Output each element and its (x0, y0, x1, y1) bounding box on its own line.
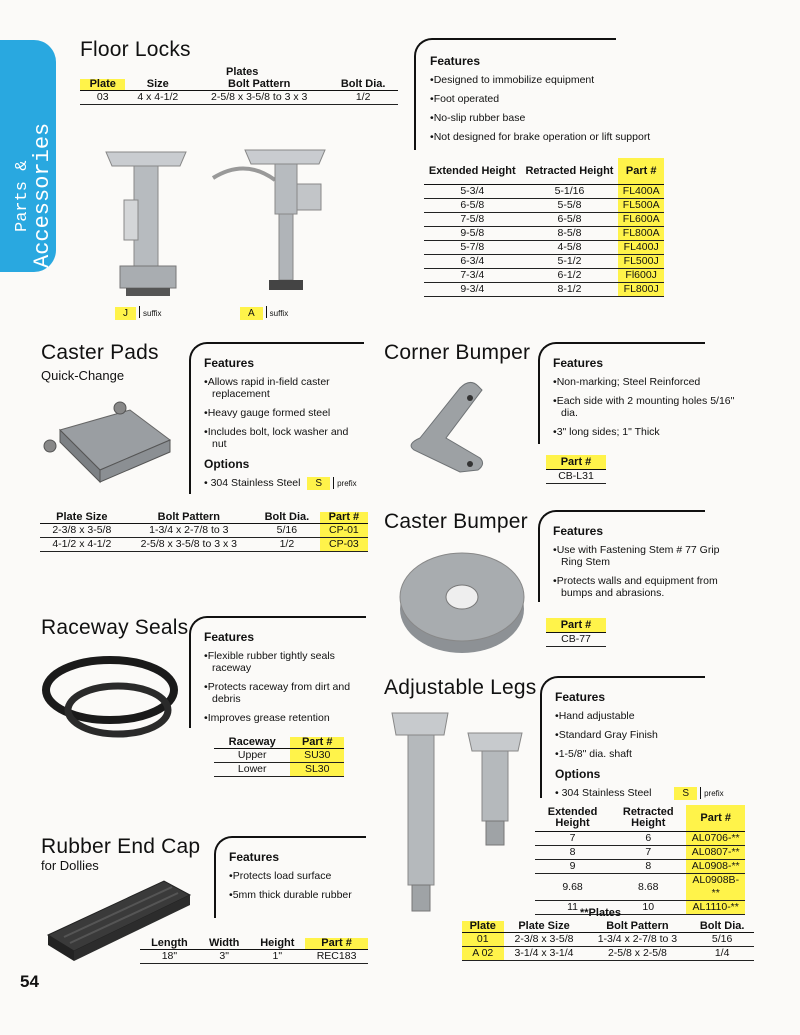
floor-locks-table (424, 158, 664, 297)
table-cell: 01 (462, 933, 504, 947)
raceway-seals-image (40, 650, 180, 750)
table-cell: AL0908B-** (686, 874, 745, 901)
adjustable-legs-image (388, 705, 538, 920)
table-cell: FL500J (618, 255, 664, 269)
feature-item: • Each side with 2 mounting holes 5/16" dia. (553, 395, 738, 419)
raceway-seals-title: Raceway Seals (41, 616, 189, 639)
table-cell: 4-5/8 (521, 241, 619, 255)
header-part: Part # (290, 737, 344, 749)
table-cell: 8-1/2 (521, 283, 619, 297)
corner-bumper-image (400, 368, 500, 478)
cell: 18" (140, 950, 199, 964)
cell: 1" (250, 950, 306, 964)
table-cell: 8.68 (610, 874, 686, 901)
feature-item: • Designed to immobilize equipment (430, 74, 700, 86)
table-row (424, 185, 664, 199)
header-bolt-pattern: Bolt Pattern (585, 921, 691, 933)
features-heading: Features (204, 356, 255, 370)
feature-item: • Allows rapid in-field caster replacement (204, 376, 364, 400)
suffix-tag: J (115, 307, 136, 320)
table-cell: AL0807-** (686, 846, 745, 860)
header-bolt-pattern: Bolt Pattern (190, 79, 328, 91)
table-cell: 2-3/8 x 3-5/8 (40, 524, 124, 538)
feature-item: • 3" long sides; 1" Thick (553, 426, 738, 438)
cell: REC183 (305, 950, 368, 964)
header-extended: Extended Height (424, 158, 521, 185)
adjustable-legs-table (535, 805, 745, 915)
table-cell: 3-1/4 x 3-1/4 (504, 947, 585, 961)
table-cell: SL30 (290, 763, 344, 777)
table-cell: 9-3/4 (424, 283, 521, 297)
feature-item: • Includes bolt, lock washer and nut (204, 426, 364, 450)
table-cell: Lower (214, 763, 290, 777)
table-row (424, 255, 664, 269)
table-cell: 10 (610, 901, 686, 915)
table-row (535, 860, 745, 874)
table-cell: 7-3/4 (424, 269, 521, 283)
part-number: CB-77 (546, 633, 606, 647)
features-heading: Features (229, 850, 280, 864)
table-row (535, 846, 745, 860)
header-plate: Plate (462, 921, 504, 933)
table-row (462, 947, 754, 961)
table-cell: 2-3/8 x 3-5/8 (504, 933, 585, 947)
table-cell: 1-3/4 x 2-7/8 to 3 (124, 524, 254, 538)
table-row (40, 524, 368, 538)
table-cell: FL500A (618, 199, 664, 213)
header-plate-size: Plate Size (40, 512, 124, 524)
table-cell: 4-1/2 x 4-1/2 (40, 538, 124, 552)
features-heading: Features (553, 524, 604, 538)
options-heading: Options (204, 457, 250, 471)
header-bolt-dia: Bolt Dia. (328, 79, 398, 91)
corner-bumper-part-table (546, 455, 606, 484)
cell: 1/2 (328, 91, 398, 105)
floor-locks-title: Floor Locks (80, 38, 191, 61)
table-cell: CP-01 (320, 524, 368, 538)
feature-item: • Protects load surface (229, 870, 389, 882)
table-cell: 11 (535, 901, 610, 915)
table-cell: 8 (610, 860, 686, 874)
header-retracted: Retracted Height (521, 158, 619, 185)
table-cell: 9 (535, 860, 610, 874)
header-retracted: Retracted Height (610, 805, 686, 832)
option-label: 304 Stainless Steel (210, 477, 301, 489)
svg-text:Accessories: Accessories (30, 122, 55, 268)
header-width: Width (199, 938, 250, 950)
table-row (214, 763, 344, 777)
table-cell: 5-3/4 (424, 185, 521, 199)
table-cell: 1/4 (690, 947, 754, 961)
option-label: 304 Stainless Steel (561, 787, 652, 799)
header-size: Size (125, 79, 190, 91)
feature-item: • Improves grease retention (204, 712, 364, 724)
feature-item: • Protects raceway from dirt and debris (204, 681, 364, 705)
adjustable-legs-plates-table (462, 921, 754, 961)
table-row (214, 749, 344, 763)
header-plate: Plate (80, 79, 125, 91)
table-cell: 7 (535, 832, 610, 846)
cell: 3" (199, 950, 250, 964)
raceway-seals-table (214, 737, 344, 777)
table-cell: A 02 (462, 947, 504, 961)
feature-item: • Heavy gauge formed steel (204, 407, 364, 419)
page-number: 54 (20, 972, 39, 991)
header-height: Height (250, 938, 306, 950)
cell: 4 x 4-1/2 (125, 91, 190, 105)
section-tab (0, 40, 56, 272)
raceway-seals-features (189, 616, 366, 728)
table-cell: 7-5/8 (424, 213, 521, 227)
table-row (424, 199, 664, 213)
caster-pads-title: Caster Pads (41, 341, 159, 364)
features-heading: Features (555, 690, 606, 704)
header-part: Part # (546, 455, 606, 470)
floor-locks-plates-caption: Plates (226, 66, 259, 78)
table-cell: 6-3/4 (424, 255, 521, 269)
feature-item: • 1-5/8" dia. shaft (555, 748, 735, 760)
features-heading: Features (204, 630, 255, 644)
option-word: prefix (704, 789, 724, 798)
rubber-end-cap-subtitle: for Dollies (41, 858, 99, 873)
floor-lock-a-image (205, 140, 335, 300)
cell: 03 (80, 91, 125, 105)
suffix-label: suffix (269, 309, 289, 318)
adjustable-legs-plates-caption: **Plates (580, 907, 621, 919)
table-cell: FL800J (618, 283, 664, 297)
floor-lock-a-suffix (240, 303, 288, 321)
header-bolt-dia: Bolt Dia. (254, 512, 320, 524)
feature-item: • No-slip rubber base (430, 112, 700, 124)
features-heading: Features (430, 54, 481, 68)
table-cell: FL400J (618, 241, 664, 255)
options-heading: Options (555, 767, 601, 781)
table-cell: 6-5/8 (424, 199, 521, 213)
table-row (40, 538, 368, 552)
section-tab-label (0, 40, 56, 272)
corner-bumper-title: Corner Bumper (384, 341, 531, 364)
table-cell: 6 (610, 832, 686, 846)
cell: 2-5/8 x 3-5/8 to 3 x 3 (190, 91, 328, 105)
features-heading: Features (553, 356, 604, 370)
feature-item: • Use with Fastening Stem # 77 Grip Ring Stem (553, 544, 743, 568)
feature-item: • Flexible rubber tightly seals raceway (204, 650, 364, 674)
feature-item: • Not designed for brake operation or lift support (430, 131, 700, 143)
suffix-tag: A (240, 307, 263, 320)
option-item: • 304 Stainless Steel S prefix (555, 787, 724, 799)
table-cell: 6-5/8 (521, 213, 619, 227)
feature-item: • 5mm thick durable rubber (229, 889, 389, 901)
table-cell: CP-03 (320, 538, 368, 552)
table-cell: 1/2 (254, 538, 320, 552)
table-cell: 2-5/8 x 3-5/8 to 3 x 3 (124, 538, 254, 552)
feature-item: • Non-marking; Steel Reinforced (553, 376, 738, 388)
option-tag: S (674, 787, 697, 800)
table-cell: 8 (535, 846, 610, 860)
header-part: Part # (546, 618, 606, 633)
rubber-end-cap-table (140, 938, 368, 964)
option-word: prefix (337, 479, 357, 488)
table-cell: FL800A (618, 227, 664, 241)
floor-locks-features (414, 38, 651, 150)
table-cell: 6-1/2 (521, 269, 619, 283)
table-cell: 5-1/16 (521, 185, 619, 199)
rubber-end-cap-features (214, 836, 366, 918)
header-part: Part # (305, 938, 368, 950)
table-cell: 9-5/8 (424, 227, 521, 241)
svg-text:Parts &: Parts & (13, 160, 32, 232)
header-length: Length (140, 938, 199, 950)
table-cell: 5-1/2 (521, 255, 619, 269)
adjustable-legs-features (540, 676, 724, 799)
table-row (424, 227, 664, 241)
feature-item: • Standard Gray Finish (555, 729, 735, 741)
feature-item: • Protects walls and equipment from bumps and abrasions. (553, 575, 743, 599)
table-row (535, 874, 745, 901)
caster-bumper-part-table (546, 618, 606, 647)
corner-bumper-features (538, 342, 735, 444)
floor-lock-j-image (96, 140, 196, 300)
table-cell: Fl600J (618, 269, 664, 283)
table-row (424, 283, 664, 297)
caster-pad-image (40, 390, 180, 490)
table-row (424, 269, 664, 283)
table-cell: AL1110-** (686, 901, 745, 915)
caster-bumper-features (538, 510, 720, 602)
table-row (424, 241, 664, 255)
table-cell: FL400A (618, 185, 664, 199)
caster-pads-table (40, 512, 368, 552)
table-cell: SU30 (290, 749, 344, 763)
caster-pads-features (189, 342, 364, 494)
table-cell: Upper (214, 749, 290, 763)
table-cell: 2-5/8 x 2-5/8 (585, 947, 691, 961)
table-cell: 7 (610, 846, 686, 860)
caster-bumper-title: Caster Bumper (384, 510, 528, 533)
header-raceway: Raceway (214, 737, 290, 749)
header-plate-size: Plate Size (504, 921, 585, 933)
feature-item: • Hand adjustable (555, 710, 735, 722)
table-cell: 9.68 (535, 874, 610, 901)
header-extended: Extended Height (535, 805, 610, 832)
caster-pads-subtitle: Quick-Change (41, 368, 125, 383)
feature-item: • Foot operated (430, 93, 700, 105)
header-bolt-dia: Bolt Dia. (690, 921, 754, 933)
header-part: Part # (320, 512, 368, 524)
table-row (535, 901, 745, 915)
table-cell: 5-7/8 (424, 241, 521, 255)
table-cell: 5/16 (254, 524, 320, 538)
caster-bumper-image (398, 545, 526, 655)
header-part: Part # (618, 158, 664, 185)
table-cell: 8-5/8 (521, 227, 619, 241)
adjustable-legs-title: Adjustable Legs (384, 676, 537, 699)
part-number: CB-L31 (546, 470, 606, 484)
header-part: Part # (686, 805, 745, 832)
option-tag: S (307, 477, 330, 490)
option-item: • 304 Stainless Steel S prefix (204, 477, 357, 489)
table-cell: AL0706-** (686, 832, 745, 846)
floor-lock-j-suffix (115, 303, 162, 321)
table-row (462, 933, 754, 947)
rubber-end-cap-title: Rubber End Cap (41, 835, 201, 858)
floor-locks-plates-table (80, 79, 398, 105)
table-row (535, 832, 745, 846)
table-cell: 5/16 (690, 933, 754, 947)
table-cell: FL600A (618, 213, 664, 227)
table-cell: AL0908-** (686, 860, 745, 874)
table-cell: 5-5/8 (521, 199, 619, 213)
suffix-label: suffix (143, 309, 162, 318)
header-bolt-pattern: Bolt Pattern (124, 512, 254, 524)
table-cell: 1-3/4 x 2-7/8 to 3 (585, 933, 691, 947)
table-row (424, 213, 664, 227)
